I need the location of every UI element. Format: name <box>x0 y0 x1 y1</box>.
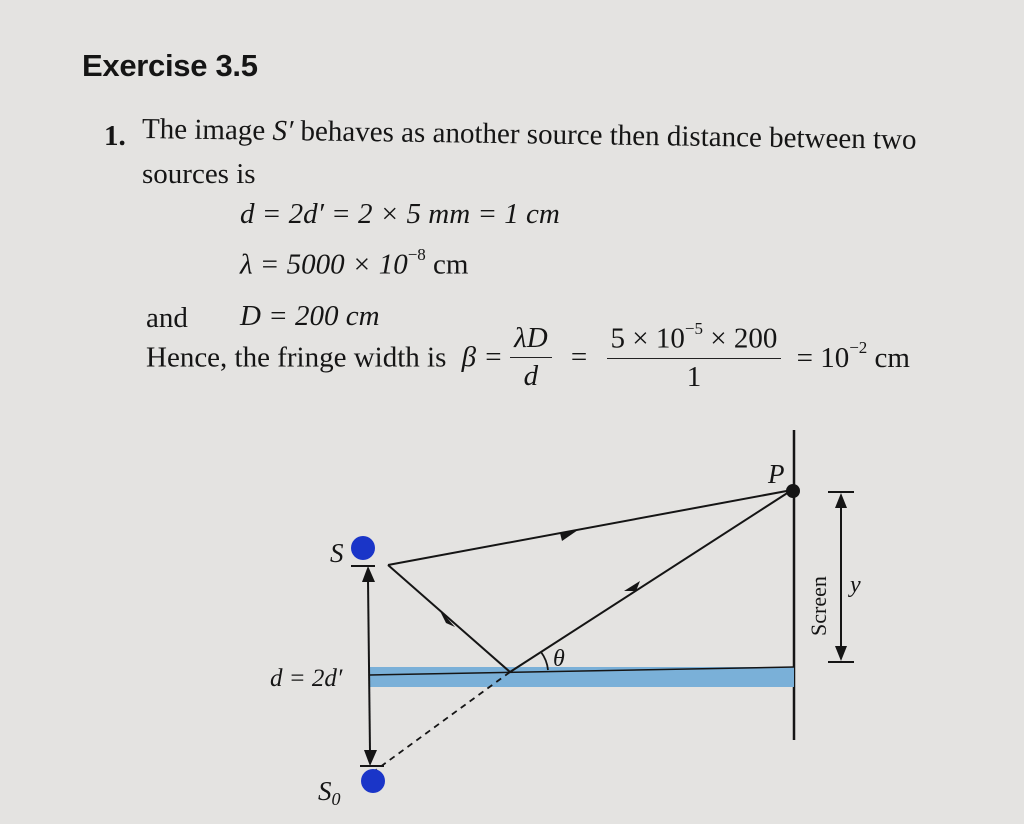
equation-separation: d = 2d′ = 2 × 5 mm = 1 cm <box>240 198 560 230</box>
source-s <box>351 536 375 560</box>
image-symbol: S′ <box>272 114 294 148</box>
fringe-text: Hence, the fringe width is <box>146 341 447 374</box>
incident-ray-arrow <box>439 609 455 627</box>
mirror <box>370 667 794 687</box>
label-screen: Screen <box>806 576 831 636</box>
source-s0 <box>361 769 385 793</box>
fraction-lambda-d: $\frac{\lambda D}{d}$ <box>510 322 552 393</box>
label-d: d = 2d′ <box>270 665 343 692</box>
equation-distance: D = 200 cm <box>240 300 380 332</box>
beta-symbol: β = <box>461 341 503 374</box>
and-word: and <box>146 302 188 334</box>
label-y: y <box>850 572 861 598</box>
fraction-values: $\frac{5 \times 10^{-5} \times 200}{1}$ <box>607 322 782 394</box>
label-s: S <box>330 538 344 568</box>
question-line-2: sources is <box>142 158 256 190</box>
label-p: P <box>768 459 785 489</box>
point-p <box>786 484 800 498</box>
equation-wavelength: $\lambda = 5000 \times 10^{-8}$ cm <box>240 245 469 281</box>
label-theta: θ <box>553 646 565 672</box>
separation-arrow <box>368 580 370 752</box>
question-line-1: The image S′ behaves as another source then distance between two <box>141 113 917 156</box>
reflected-ray <box>510 490 792 672</box>
direct-ray <box>388 490 792 565</box>
label-s0: S0 <box>318 776 341 809</box>
question-number: 1. <box>104 120 126 152</box>
fringe-width-equation: Hence, the fringe width is β = $\frac{\lambda D}{d}$ = $\frac{5 \times 10^{-5} \times 200}{1}$ = $10^{-2}$ cm <box>146 319 910 393</box>
exercise-heading: Exercise 3.5 <box>82 48 258 83</box>
fringe-result: = $10^{-2}$ cm <box>796 338 910 374</box>
incident-ray <box>388 565 510 672</box>
